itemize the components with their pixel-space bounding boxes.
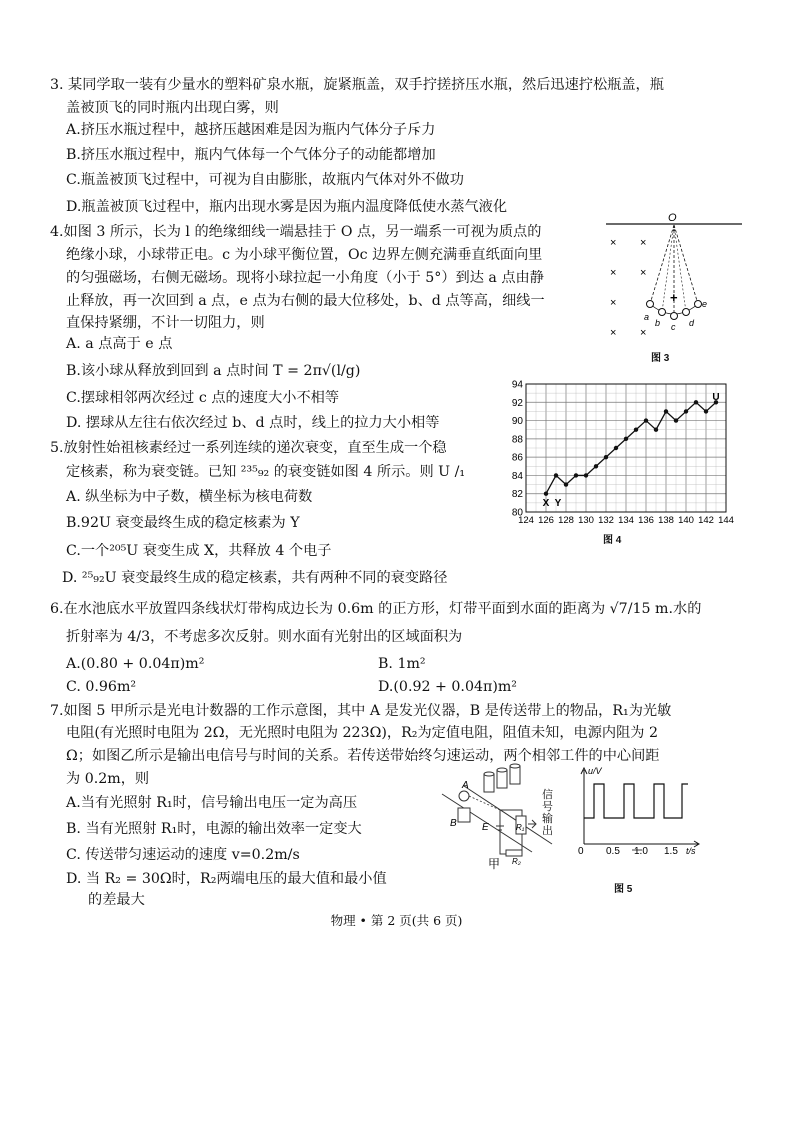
data-point: [644, 418, 648, 422]
svg-text:A: A: [462, 780, 469, 791]
q7-stem-line-4: 为 0.2m，则: [66, 771, 150, 787]
q5-stem-line-2: 定核素，称为衰变链。已知 ²³⁵₉₂ 的衰变链如图 4 所示。则 U /₁: [66, 464, 466, 480]
svg-text:d: d: [689, 318, 695, 328]
y-tick-label: 92: [511, 397, 523, 409]
q7-option-d-cont: 的差最大: [88, 892, 145, 908]
q3-option-c: C.瓶盖被顶飞过程中，可视为自由膨胀，故瓶内气体对外不做功: [66, 172, 464, 188]
x-tick-label: 126: [538, 515, 554, 526]
figure-3-caption: 图 3: [651, 353, 670, 364]
q7-stem-line-3: Ω；如图乙所示是输出电信号与时间的关系。若传送带始终匀速运动，两个相邻工件的中心间距: [66, 748, 660, 764]
data-point: [584, 473, 588, 477]
y-tick-label: 84: [511, 470, 523, 482]
y-tick-label: 80: [511, 507, 523, 519]
svg-text:c: c: [671, 322, 676, 332]
x-tick-label: 142: [698, 515, 714, 526]
data-point: [704, 409, 708, 413]
svg-text:R₂: R₂: [512, 857, 521, 866]
data-point: [614, 446, 618, 450]
label-o: O: [668, 212, 677, 224]
q4-stem-line-2: 绝缘小球，小球带正电。c 为小球平衡位置，Oc 边界左侧充满垂直纸面向里: [66, 247, 543, 263]
q5-option-b: B.92U 衰变最终生成的稳定核素为 Y: [66, 515, 300, 531]
q7-stem-line-2: 电阻(有光照时电阻为 2Ω，无光照时电阻为 223Ω)，R₂为定值电阻，阻值未知，电源内阻为 2: [66, 725, 659, 741]
q7-stem-line-1: 7.如图 5 甲所示是光电计数器的工作示意图，其中 A 是发光仪器，B 是传送带上的物品，R₁为光敏: [50, 703, 672, 719]
q7-option-c: C. 传送带匀速运动的速度 v=0.2m/s: [66, 847, 300, 863]
svg-text:甲: 甲: [488, 857, 501, 871]
figure-5-signal-graph: [570, 764, 702, 856]
data-point: [664, 409, 668, 413]
data-point: [654, 428, 658, 432]
figure-3-pendulum: [604, 208, 744, 370]
svg-text:×: ×: [610, 297, 617, 309]
svg-text:a: a: [644, 312, 650, 322]
data-point: [594, 464, 598, 468]
q3-option-d: D.瓶盖被顶飞过程中，瓶内出现水雾是因为瓶内温度降低使水蒸气液化: [66, 199, 508, 215]
q6-option-b: B. 1m²: [378, 656, 426, 672]
q4-option-d: D. 摆球从左往右依次经过 b、d 点时，线上的拉力大小相等: [66, 415, 440, 431]
svg-text:×: ×: [610, 267, 617, 279]
point-label: X: [542, 497, 550, 509]
svg-text:0: 0: [578, 846, 584, 857]
figure-5-caption: 图 5: [614, 884, 633, 895]
figure-4-chart: [500, 376, 732, 526]
point-label: Y: [554, 497, 562, 509]
svg-text:u/V: u/V: [588, 766, 602, 776]
svg-text:1.5: 1.5: [664, 846, 678, 857]
x-tick-label: 132: [598, 515, 614, 526]
data-point: [544, 492, 548, 496]
y-tick-label: 82: [511, 489, 523, 501]
point-label: U: [712, 391, 720, 403]
svg-text:×: ×: [640, 267, 647, 279]
x-tick-label: 130: [578, 515, 594, 526]
data-point: [624, 437, 628, 441]
svg-text:×: ×: [610, 327, 617, 339]
svg-text:B: B: [450, 818, 457, 829]
q4-option-c: C.摆球相邻两次经过 c 点的速度大小不相等: [66, 390, 340, 406]
y-tick-label: 88: [511, 434, 523, 446]
q4-option-b: B.该小球从释放到回到 a 点时间 T = 2π√(l/g): [66, 363, 361, 379]
x-tick-label: 140: [678, 515, 694, 526]
q5-stem-line-1: 5.放射性始祖核素经过一系列连续的递次衰变，直至生成一个稳: [50, 440, 447, 456]
q6-option-c: C. 0.96m²: [66, 679, 137, 695]
page-footer: 物理 • 第 2 页(共 6 页): [330, 913, 463, 928]
data-point: [684, 409, 688, 413]
q3-stem-line-1: 3. 某同学取一装有少量水的塑料矿泉水瓶，旋紧瓶盖，双手拧搓挤压水瓶，然后迅速拧松瓶盖，瓶: [50, 77, 664, 93]
y-tick-label: 94: [511, 379, 523, 391]
signal-output-label: 信号输出: [542, 789, 553, 837]
q4-stem-line-4: 止释放，再一次回到 a 点，e 点为右侧的最大位移处，b、d 点等高，细线一: [66, 293, 545, 309]
y-tick-label: 90: [511, 416, 523, 428]
svg-text:R₁: R₁: [516, 823, 525, 832]
data-point: [634, 428, 638, 432]
data-point: [604, 455, 608, 459]
svg-text:×: ×: [640, 327, 647, 339]
data-point: [674, 418, 678, 422]
svg-text:b: b: [655, 318, 661, 328]
x-tick-label: 136: [638, 515, 654, 526]
svg-text:1.0: 1.0: [634, 846, 648, 857]
data-point: [574, 473, 578, 477]
q7-option-b: B. 当有光照射 R₁时，电源的输出效率一定变大: [66, 821, 362, 837]
q4-stem-line-1: 4.如图 3 所示，长为 l 的绝缘细线一端悬挂于 O 点，另一端系一可视为质点的: [50, 224, 542, 240]
svg-text:×: ×: [640, 237, 647, 249]
x-tick-label: 134: [618, 515, 634, 526]
q7-option-a: A.当有光照射 R₁时，信号输出电压一定为高压: [66, 795, 358, 811]
svg-text:E: E: [482, 822, 489, 833]
q4-stem-line-3: 的匀强磁场，右侧无磁场。现将小球拉起一小角度（小于 5°）到达 a 点由静: [66, 270, 544, 286]
data-point: [554, 473, 558, 477]
svg-text:0.5: 0.5: [606, 846, 620, 857]
q3-option-a: A.挤压水瓶过程中，越挤压越困难是因为瓶内气体分子斥力: [66, 122, 436, 138]
svg-text:t/s: t/s: [686, 846, 696, 856]
q3-option-b: B.挤压水瓶过程中，瓶内气体每一个气体分子的动能都增加: [66, 147, 436, 163]
data-point: [694, 400, 698, 404]
q4-stem-line-5: 直保持紧绷，不计一切阻力，则: [66, 315, 265, 331]
svg-text:×: ×: [610, 237, 617, 249]
q6-stem-line-2: 折射率为 4/3，不考虑多次反射。则水面有光射出的区域面积为: [66, 629, 463, 645]
svg-text:+: +: [670, 290, 678, 305]
x-tick-label: 138: [658, 515, 674, 526]
q4-option-a: A. a 点高于 e 点: [66, 336, 173, 352]
x-tick-label: 124: [518, 515, 534, 526]
q5-option-a: A. 纵坐标为中子数，横坐标为核电荷数: [66, 489, 313, 505]
svg-text:e: e: [702, 299, 708, 309]
q3-stem-line-2: 盖被顶飞的同时瓶内出现白雾，则: [66, 100, 279, 116]
figure-4-caption: 图 4: [603, 535, 622, 546]
q5-option-c: C.一个²⁰⁵U 衰变生成 X，共释放 4 个电子: [66, 543, 332, 559]
q6-option-d: D.(0.92 + 0.04π)m²: [378, 679, 517, 695]
q5-option-d: D. ²⁵₉₂U 衰变最终生成的稳定核素，共有两种不同的衰变路径: [62, 570, 448, 586]
y-tick-label: 86: [511, 452, 523, 464]
q6-option-a: A.(0.80 + 0.04π)m²: [66, 656, 205, 672]
x-tick-label: 144: [718, 515, 734, 526]
q6-stem-line-1: 6.在水池底水平放置四条线状灯带构成边长为 0.6m 的正方形，灯带平面到水面的距离为 √7/15 m.水的: [50, 601, 702, 617]
q7-option-d: D. 当 R₂ = 30Ω时，R₂两端电压的最大值和最小值: [66, 871, 387, 887]
x-tick-label: 128: [558, 515, 574, 526]
data-point: [564, 482, 568, 486]
